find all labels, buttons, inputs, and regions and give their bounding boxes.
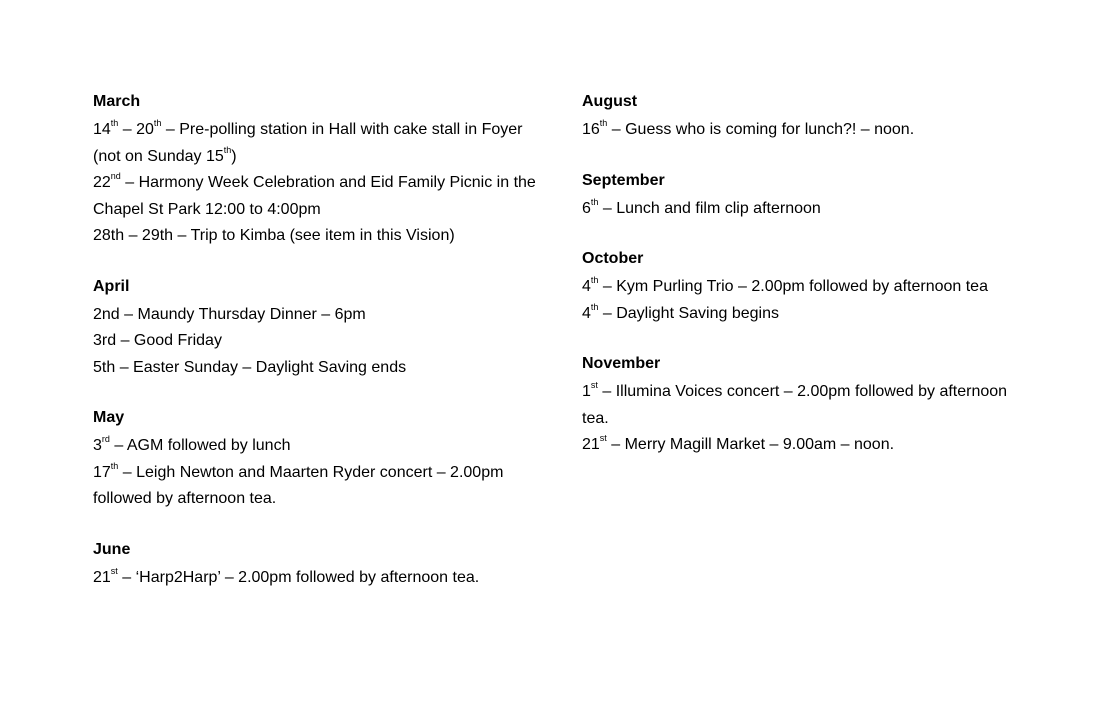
ordinal-suffix: th [590,275,599,285]
event-entry [93,460,543,513]
ordinal-suffix: st [599,433,607,443]
ordinal-suffix: rd [101,434,110,444]
event-entry [582,117,1012,144]
entry-text: – ‘Harp2Harp’ – 2.00pm followed by afternoon tea. [117,568,480,586]
section-september [582,170,1012,223]
entry-text: – Lunch and film clip afternoon [598,199,821,217]
ordinal-suffix: th [590,301,599,312]
entry-text: 16 [582,121,600,138]
entry-text: 14 [93,121,111,138]
ordinal-suffix: nd [110,171,121,181]
event-entry [582,274,1012,301]
month-heading: November [582,355,661,372]
month-heading: May [93,409,125,426]
month-heading: September [582,171,665,189]
entry-text: 4 [582,278,591,295]
entry-text: 2nd – Maundy Thursday Dinner – 6pm [93,305,366,323]
entry-text: ) [231,147,237,165]
entry-text: 1 [582,383,591,400]
entry-text: – AGM followed by lunch [109,437,291,454]
entry-text: 17 [93,463,111,481]
entry-text: – Guess who is coming for lunch?! – noon. [607,121,915,138]
right-column [582,91,1012,485]
entry-text: – 20 [118,121,154,138]
ordinal-suffix: th [110,460,119,471]
ordinal-suffix: th [599,118,608,128]
ordinal-suffix: th [223,144,232,155]
section-june [93,539,543,592]
month-heading: August [582,93,638,110]
entry-text: 3rd – Good Friday [93,332,222,349]
event-entry [93,302,543,329]
ordinal-suffix: st [590,380,598,390]
entry-text: 21 [93,568,111,586]
entry-text: 6 [582,199,591,217]
event-entry [582,379,1012,432]
section-may [93,407,543,513]
event-entry [93,433,543,460]
event-entry [93,223,543,250]
left-column [93,91,543,617]
entry-text: 22 [93,174,111,191]
entry-text: – Pre-polling station in Hall with cake stall in Foyer (not on Sunday 15 [93,121,523,165]
month-heading: March [93,93,141,110]
section-october [582,248,1012,327]
event-entry [93,170,543,223]
entry-text: – Kym Purling Trio – 2.00pm followed by afternoon tea [598,278,988,295]
entry-text: – Illumina Voices concert – 2.00pm followed by afternoon tea. [582,383,1008,427]
entry-text: – Daylight Saving begins [598,304,779,322]
event-entry [93,328,543,355]
section-november [582,353,1012,459]
event-entry [582,196,1012,223]
ordinal-suffix: th [153,118,162,128]
entry-text: – Leigh Newton and Maarten Ryder concert – 2.00pm followed by afternoon tea. [93,463,504,507]
event-entry [93,565,543,592]
entry-text: 3 [93,437,102,454]
section-march [93,91,543,250]
event-entry [582,301,1012,328]
month-heading: April [93,277,130,295]
event-entry [93,355,543,382]
month-heading: June [93,540,131,558]
event-entry [582,432,1012,459]
entry-text: 4 [582,304,591,322]
entry-text: 28th – 29th – Trip to Kimba (see item in this Vision) [93,227,455,244]
ordinal-suffix: th [110,118,119,128]
entry-text: – Merry Magill Market – 9.00am – noon. [606,436,895,453]
event-entry [93,117,543,170]
entry-text: 21 [582,436,600,453]
month-heading: October [582,250,644,267]
entry-text: 5th – Easter Sunday – Daylight Saving ends [93,358,407,376]
ordinal-suffix: st [110,565,118,576]
entry-text: – Harmony Week Celebration and Eid Family Picnic in the Chapel St Park 12:00 to 4:00pm [93,174,536,218]
section-august [582,91,1012,144]
section-april [93,276,543,382]
ordinal-suffix: th [590,196,599,207]
